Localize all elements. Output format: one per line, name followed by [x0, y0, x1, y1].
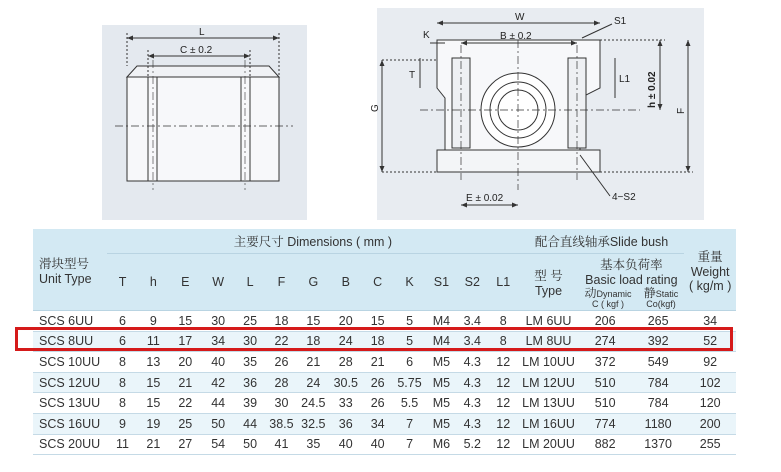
- bush-type-cell: LM 12UU: [519, 372, 579, 393]
- table-row: [33, 393, 736, 414]
- dimension-cell: 40: [329, 434, 362, 455]
- weight-cell: 120: [684, 393, 736, 414]
- dimension-cell: 8: [107, 372, 138, 393]
- dimension-cell: 18: [362, 331, 393, 352]
- dynamic-load-cell: 206: [578, 311, 632, 332]
- col-header: E: [169, 254, 202, 311]
- dimension-cell: 5.5: [393, 393, 426, 414]
- weight-header-en: Weight: [690, 264, 730, 279]
- weight-cell: 200: [684, 413, 736, 434]
- dimension-cell: 13: [138, 352, 169, 373]
- table-row: [33, 352, 736, 373]
- highlight-box-scs-8uu: [15, 327, 733, 351]
- dimension-cell: 30: [202, 311, 235, 332]
- dimension-cell: 21: [138, 434, 169, 455]
- dimension-cell: M4: [426, 331, 457, 352]
- dimension-cell: 25: [169, 413, 202, 434]
- model-cell: SCS 16UU: [33, 413, 107, 434]
- dimension-cell: 21: [297, 352, 329, 373]
- bush-type-cell: LM 13UU: [519, 393, 579, 414]
- weight-cell: 102: [684, 372, 736, 393]
- dimension-cell: 18: [297, 331, 329, 352]
- bush-type-cell: LM 16UU: [519, 413, 579, 434]
- dimension-cell: 35: [235, 352, 266, 373]
- dimension-cell: 18: [266, 311, 298, 332]
- static-header: [644, 288, 679, 309]
- weight-header-unit: ( kg/m ): [689, 278, 732, 293]
- dimension-cell: 34: [362, 413, 393, 434]
- dimension-cell: 3.4: [457, 331, 488, 352]
- col-header: L: [235, 254, 266, 311]
- model-header: [33, 229, 107, 311]
- model-cell: SCS 6UU: [33, 311, 107, 332]
- col-header: S2: [457, 254, 488, 311]
- dynamic-header-unit: C ( kgf ): [591, 299, 624, 309]
- static-load-cell: 1370: [632, 434, 684, 455]
- dim-label-K: K: [423, 30, 430, 41]
- dimensions-header: 主要尺寸 Dimensions ( mm ): [107, 229, 519, 254]
- static-load-cell: 392: [632, 331, 684, 352]
- technical-drawings: [0, 0, 781, 222]
- dimension-cell: 44: [202, 393, 235, 414]
- dimension-cell: 20: [169, 352, 202, 373]
- dimension-cell: 4.3: [457, 393, 488, 414]
- dynamic-load-cell: 372: [578, 352, 632, 373]
- model-header-cn: 滑块型号: [39, 256, 90, 271]
- dimension-cell: M5: [426, 413, 457, 434]
- type-header-en: Type: [534, 284, 563, 298]
- dimension-cell: 4.3: [457, 413, 488, 434]
- dim-label-h: h ± 0.02: [647, 71, 658, 108]
- dimension-cell: 8: [107, 352, 138, 373]
- dimension-cell: 24: [297, 372, 329, 393]
- static-load-cell: 549: [632, 352, 684, 373]
- weight-header-cn: 重量: [697, 249, 723, 264]
- static-load-cell: 1180: [632, 413, 684, 434]
- bush-type-cell: LM 6UU: [519, 311, 579, 332]
- weight-cell: 92: [684, 352, 736, 373]
- dynamic-header-en: Dynamic: [596, 289, 632, 299]
- model-cell: SCS 12UU: [33, 372, 107, 393]
- dim-label-S1: S1: [614, 16, 627, 27]
- dimension-cell: 44: [235, 413, 266, 434]
- dimension-cell: 15: [297, 311, 329, 332]
- dim-label-G: G: [370, 104, 381, 112]
- dynamic-load-cell: 774: [578, 413, 632, 434]
- dimension-cell: 20: [329, 311, 362, 332]
- weight-cell: 255: [684, 434, 736, 455]
- col-header: G: [297, 254, 329, 311]
- dimension-cell: 21: [362, 352, 393, 373]
- dimension-cell: 26: [266, 352, 298, 373]
- col-header: S1: [426, 254, 457, 311]
- dimension-cell: 28: [329, 352, 362, 373]
- static-load-cell: 784: [632, 393, 684, 414]
- bush-header: 配合直线轴承Slide bush: [519, 229, 685, 254]
- table-header-row-2: [33, 254, 736, 311]
- col-header: L1: [488, 254, 519, 311]
- dimension-cell: 33: [329, 393, 362, 414]
- dim-label-F: F: [676, 107, 687, 114]
- col-header: F: [266, 254, 298, 311]
- model-cell: SCS 8UU: [33, 331, 107, 352]
- table-row: [33, 413, 736, 434]
- dimension-cell: 21: [169, 372, 202, 393]
- dimension-cell: M5: [426, 393, 457, 414]
- dimension-cell: 50: [202, 413, 235, 434]
- dimension-cell: 25: [235, 311, 266, 332]
- dimension-cell: M6: [426, 434, 457, 455]
- load-header-cn: 基本负荷率: [600, 258, 663, 272]
- bush-type-cell: LM 20UU: [519, 434, 579, 455]
- bush-type-cell: LM 8UU: [519, 331, 579, 352]
- dimension-cell: 12: [488, 352, 519, 373]
- static-load-cell: 784: [632, 372, 684, 393]
- col-header: C: [362, 254, 393, 311]
- dimension-cell: 15: [138, 372, 169, 393]
- dimension-cell: M5: [426, 372, 457, 393]
- dimension-cell: 9: [107, 413, 138, 434]
- dynamic-header: [584, 288, 631, 309]
- dimension-cell: 39: [235, 393, 266, 414]
- dimension-cell: 40: [362, 434, 393, 455]
- dimension-cell: 5.2: [457, 434, 488, 455]
- dimension-cell: 22: [266, 331, 298, 352]
- table-header-row-1: [33, 229, 736, 254]
- dimension-cell: 5.75: [393, 372, 426, 393]
- col-header: K: [393, 254, 426, 311]
- dimension-cell: 30: [235, 331, 266, 352]
- dimension-cell: 8: [107, 393, 138, 414]
- dimension-cell: 4.3: [457, 352, 488, 373]
- dimension-cell: 3.4: [457, 311, 488, 332]
- dimension-cell: 42: [202, 372, 235, 393]
- dimension-cell: 9: [138, 311, 169, 332]
- dimension-cell: 15: [169, 311, 202, 332]
- dimension-cell: 12: [488, 372, 519, 393]
- dynamic-header-cn: 动: [584, 286, 597, 300]
- type-header: [519, 254, 579, 311]
- dimension-cell: 11: [107, 434, 138, 455]
- dynamic-load-cell: 274: [578, 331, 632, 352]
- dimension-cell: M4: [426, 311, 457, 332]
- load-header: [578, 254, 684, 311]
- dimension-cell: 24.5: [297, 393, 329, 414]
- dimension-cell: 34: [202, 331, 235, 352]
- dimension-cell: 12: [488, 393, 519, 414]
- dim-label-E: E ± 0.02: [466, 193, 504, 204]
- dimension-cell: 6: [107, 311, 138, 332]
- dimension-cell: 40: [202, 352, 235, 373]
- dimension-cell: M5: [426, 352, 457, 373]
- dim-label-B: B ± 0.2: [500, 31, 532, 42]
- load-header-en: Basic load rating: [585, 273, 678, 287]
- model-cell: SCS 13UU: [33, 393, 107, 414]
- dimension-cell: 50: [235, 434, 266, 455]
- col-header: h: [138, 254, 169, 311]
- weight-cell: 34: [684, 311, 736, 332]
- dimension-cell: 22: [169, 393, 202, 414]
- dim-label-S2: 4−S2: [612, 192, 636, 203]
- dimension-cell: 26: [362, 372, 393, 393]
- dimension-cell: 19: [138, 413, 169, 434]
- dimension-cell: 7: [393, 434, 426, 455]
- col-header: W: [202, 254, 235, 311]
- weight-header: [684, 229, 736, 311]
- dimension-cell: 32.5: [297, 413, 329, 434]
- dimension-cell: 30: [266, 393, 298, 414]
- dimension-cell: 8: [488, 331, 519, 352]
- bush-type-cell: LM 10UU: [519, 352, 579, 373]
- dimension-cell: 28: [266, 372, 298, 393]
- dimension-cell: 36: [235, 372, 266, 393]
- dimension-cell: 15: [138, 393, 169, 414]
- col-header: T: [107, 254, 138, 311]
- dimension-cell: 26: [362, 393, 393, 414]
- col-header: B: [329, 254, 362, 311]
- type-header-cn: 型 号: [534, 269, 563, 283]
- table-row: [33, 372, 736, 393]
- dimension-cell: 5: [393, 331, 426, 352]
- dim-label-T: T: [409, 70, 416, 81]
- model-header-en: Unit Type: [39, 271, 92, 286]
- static-load-cell: 265: [632, 311, 684, 332]
- dimension-cell: 54: [202, 434, 235, 455]
- dimension-cell: 15: [362, 311, 393, 332]
- dim-label-C: C ± 0.2: [180, 45, 213, 56]
- dimension-cell: 24: [329, 331, 362, 352]
- model-cell: SCS 10UU: [33, 352, 107, 373]
- dynamic-load-cell: 510: [578, 393, 632, 414]
- dim-label-L: L: [199, 27, 205, 38]
- dimension-cell: 11: [138, 331, 169, 352]
- table-row: [33, 434, 736, 455]
- dimension-cell: 41: [266, 434, 298, 455]
- dimension-cell: 27: [169, 434, 202, 455]
- dimension-cell: 6: [393, 352, 426, 373]
- dimension-cell: 17: [169, 331, 202, 352]
- dim-label-W: W: [515, 12, 525, 23]
- dynamic-load-cell: 882: [578, 434, 632, 455]
- static-header-cn: 静: [643, 286, 656, 300]
- dimension-cell: 4.3: [457, 372, 488, 393]
- static-header-unit: Co(kgf): [646, 299, 676, 309]
- dimension-cell: 36: [329, 413, 362, 434]
- dimension-cell: 8: [488, 311, 519, 332]
- static-header-en: Static: [655, 289, 679, 299]
- dim-label-L1: L1: [619, 74, 631, 85]
- dynamic-load-cell: 510: [578, 372, 632, 393]
- weight-cell: 52: [684, 331, 736, 352]
- dimension-cell: 12: [488, 434, 519, 455]
- dimension-cell: 38.5: [266, 413, 298, 434]
- dimension-cell: 35: [297, 434, 329, 455]
- model-cell: SCS 20UU: [33, 434, 107, 455]
- dimension-cell: 7: [393, 413, 426, 434]
- dimension-cell: 30.5: [329, 372, 362, 393]
- dimension-cell: 5: [393, 311, 426, 332]
- dimension-cell: 12: [488, 413, 519, 434]
- dimension-cell: 6: [107, 331, 138, 352]
